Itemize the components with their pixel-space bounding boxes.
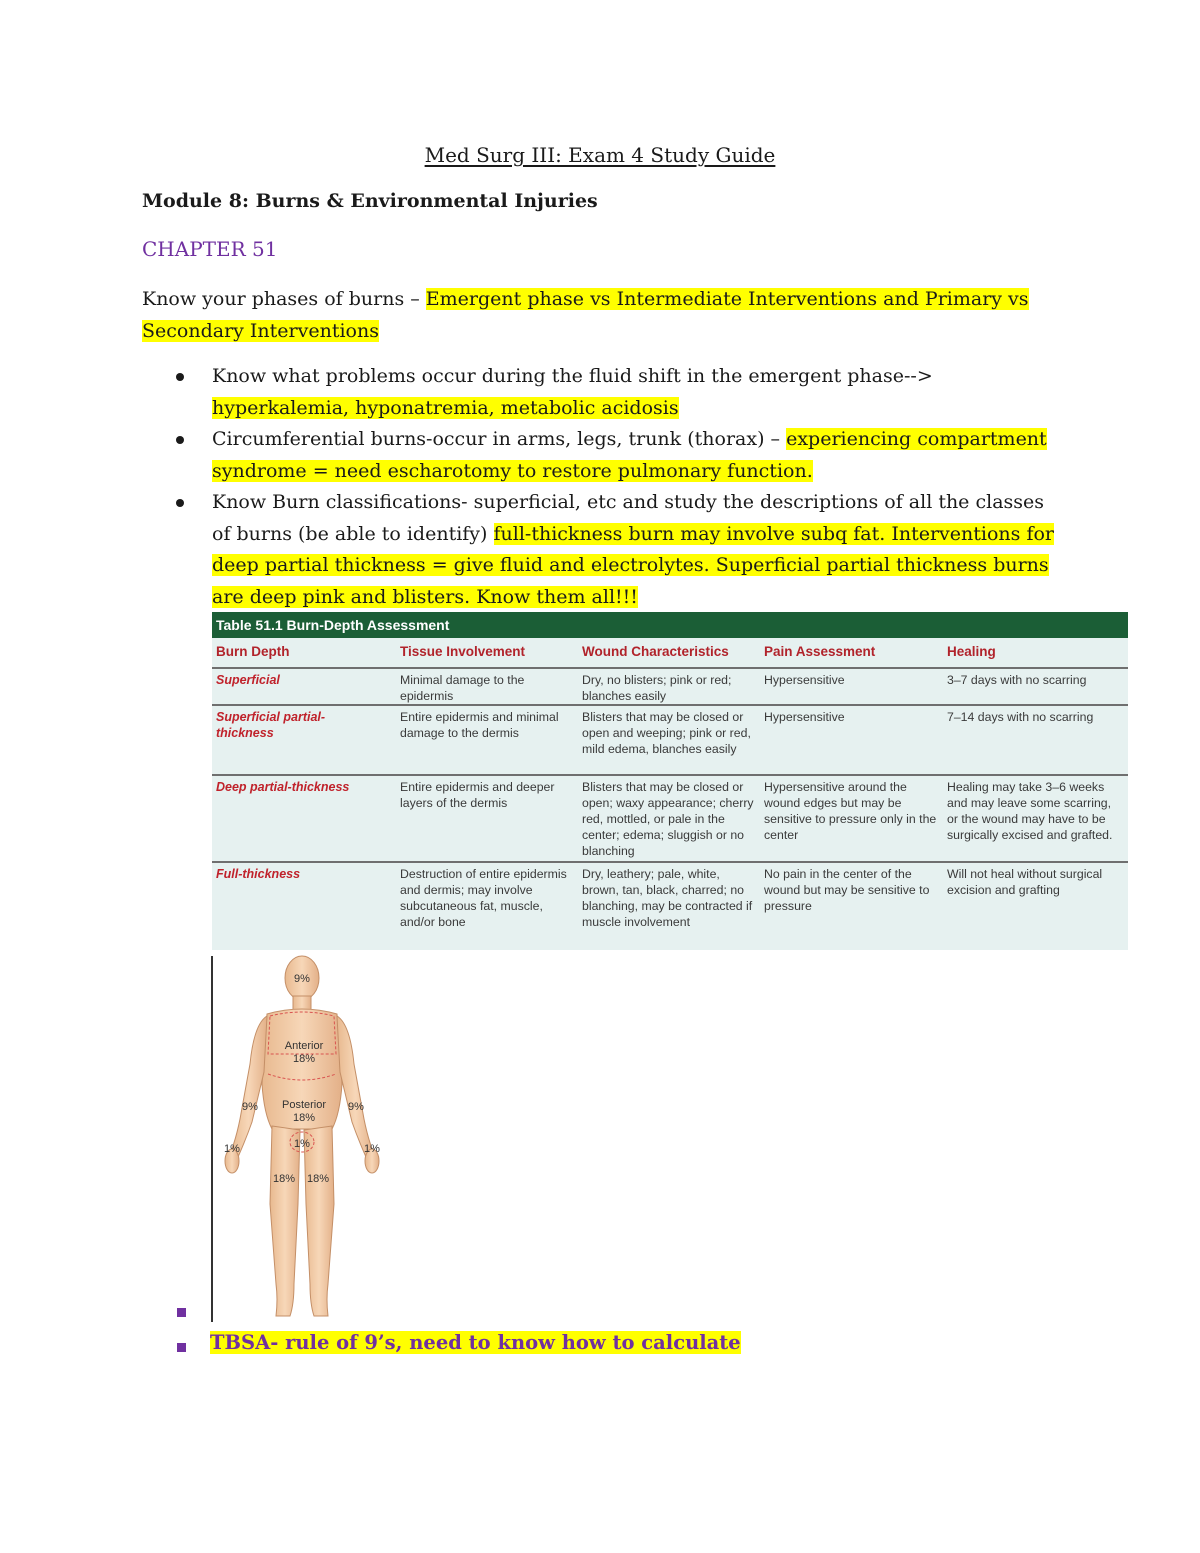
bullet-highlight: full-thickness burn may involve subq fat. Interventions for deep partial thickness = give fluid and electrolytes. Superficial partial thickness burns are deep pink and blisters. Know them all!!! (212, 522, 1054, 608)
label-left-leg: 18% (272, 1173, 296, 1185)
bullet-highlight: experiencing compartment syndrome = need escharotomy to restore pulmonary function. (212, 428, 1047, 482)
label-right-leg: 18% (306, 1173, 330, 1185)
label-posterior-pct: 18% (292, 1112, 316, 1124)
document-title: Med Surg III: Exam 4 Study Guide (424, 143, 776, 167)
cell-depth: Superficial partial-thickness (216, 710, 326, 740)
cell-tissue: Entire epidermis and minimal damage to the dermis (400, 710, 559, 740)
cell-pain: Hypersensitive (764, 710, 845, 724)
cell-wound: Dry, no blisters; pink or red; blanches easily (582, 673, 732, 703)
bullet-highlight: hyperkalemia, hyponatremia, metabolic acidosis (212, 396, 679, 419)
bullet-icon (176, 436, 184, 444)
label-left-hand: 1% (224, 1143, 240, 1155)
bullet-list (142, 361, 1062, 613)
label-head: 9% (294, 973, 310, 985)
table-title: Table 51.1 Burn-Depth Assessment (212, 612, 1128, 638)
bullet-icon (176, 499, 184, 507)
label-anterior-pct: 18% (292, 1053, 316, 1065)
cell-pain: No pain in the center of the wound but may be sensitive to pressure (764, 867, 930, 913)
label-posterior: Posterior (281, 1099, 327, 1111)
cell-tissue: Minimal damage to the epidermis (400, 673, 525, 703)
body-silhouette (225, 956, 379, 1316)
cell-depth: Superficial (216, 673, 280, 687)
table-header-row (212, 642, 1128, 662)
cell-tissue: Entire epidermis and deeper layers of the dermis (400, 780, 555, 810)
bullet-icon (177, 1308, 186, 1317)
list-item (142, 487, 1062, 613)
cell-wound: Dry, leathery; pale, white, brown, tan, black, charred; no blanching, may be contracted if muscle involvement (582, 867, 753, 929)
intro-text: Know your phases of burns – (142, 288, 426, 310)
col-header-tissue: Tissue Involvement (400, 644, 526, 659)
col-header-pain: Pain Assessment (764, 644, 876, 659)
cell-healing: Will not heal without surgical excision and grafting (947, 867, 1103, 897)
table-row (212, 774, 1128, 862)
intro-paragraph (142, 284, 1042, 347)
bullet-text: Know Burn classifications- superficial, etc and study the descriptions of all the classes of burns (be able to identify) (212, 491, 1045, 545)
col-header-burn-depth: Burn Depth (216, 644, 290, 659)
table-row (212, 667, 1128, 705)
tbsa-highlight: TBSA- rule of 9’s, need to know how to calculate (210, 1331, 741, 1354)
module-heading: Module 8: Burns & Environmental Injuries (142, 190, 598, 212)
label-anterior: Anterior (284, 1040, 324, 1052)
cell-pain: Hypersensitive (764, 673, 845, 687)
label-right-hand: 1% (364, 1143, 380, 1155)
label-left-arm: 9% (242, 1101, 258, 1113)
cell-depth: Full-thickness (216, 867, 301, 881)
cell-healing: 3–7 days with no scarring (947, 673, 1087, 687)
table-row (212, 704, 1128, 774)
bullet-text: Know what problems occur during the fluid shift in the emergent phase--> (212, 365, 933, 387)
cell-healing: 7–14 days with no scarring (947, 710, 1094, 724)
list-item (142, 361, 1062, 424)
bullet-icon (176, 373, 184, 381)
chapter-heading: CHAPTER 51 (142, 237, 278, 261)
cell-depth: Deep partial-thickness (216, 780, 350, 794)
bullet-icon (177, 1343, 186, 1352)
cell-pain: Hypersensitive around the wound edges but may be sensitive to pressure only in the center (764, 780, 937, 842)
intro-highlight: Emergent phase vs Intermediate Interventions and Primary vs Secondary Interventions (142, 288, 1029, 342)
label-right-arm: 9% (348, 1101, 364, 1113)
cell-wound: Blisters that may be closed or open; waxy appearance; cherry red, mottled, or pale in the center; edema; sluggish or no blanching (582, 780, 754, 858)
rule-of-nines-figure (212, 954, 392, 1324)
table-row (212, 861, 1128, 951)
tbsa-note (210, 1331, 741, 1354)
label-perineum: 1% (294, 1138, 310, 1150)
list-item (142, 424, 1062, 487)
cell-healing: Healing may take 3–6 weeks and may leave some scarring, or the wound may have to be surgically excised and grafted. (947, 780, 1113, 842)
col-header-wound: Wound Characteristics (582, 644, 729, 659)
cell-wound: Blisters that may be closed or open and weeping; pink or red, mild edema, blanches easily (582, 710, 751, 756)
bullet-text: Circumferential burns-occur in arms, legs, trunk (thorax) – (212, 428, 787, 450)
burn-depth-table (212, 612, 1128, 950)
cell-tissue: Destruction of entire epidermis and dermis; may involve subcutaneous fat, muscle, and/or bone (400, 867, 567, 929)
col-header-healing: Healing (947, 644, 996, 659)
